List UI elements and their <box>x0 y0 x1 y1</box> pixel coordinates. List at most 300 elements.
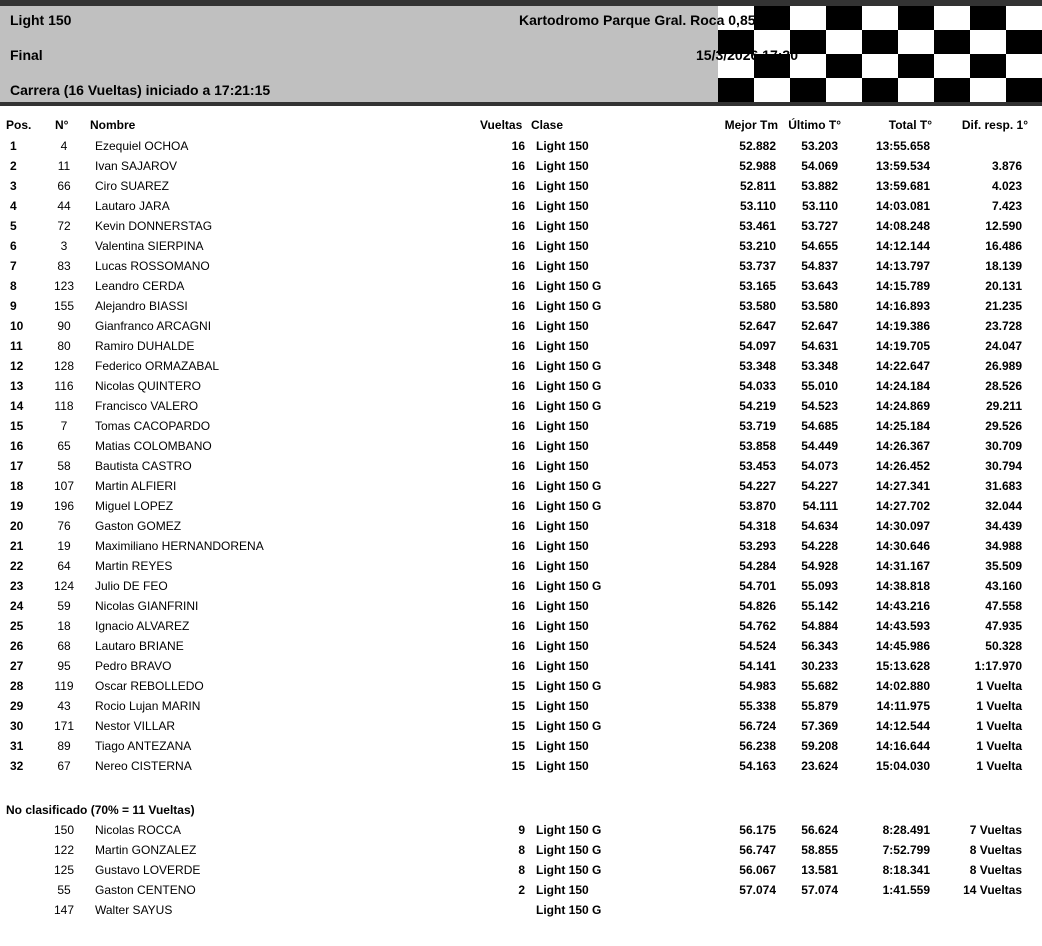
cell-best: 54.524 <box>739 639 776 653</box>
cell-best: 53.453 <box>739 459 776 473</box>
table-row <box>0 716 1042 736</box>
cell-class: Light 150 <box>536 179 589 193</box>
cell-class: Light 150 G <box>536 299 602 313</box>
cell-pos: 25 <box>10 619 24 633</box>
cell-laps: 16 <box>511 519 525 533</box>
table-row <box>0 216 1042 236</box>
cell-best: 54.163 <box>739 759 776 773</box>
cell-num: 116 <box>54 379 74 393</box>
cell-diff: 16.486 <box>985 239 1022 253</box>
cell-diff: 1 Vuelta <box>976 759 1022 773</box>
cell-pos: 3 <box>10 179 17 193</box>
cell-laps: 16 <box>511 319 525 333</box>
cell-total: 13:59.534 <box>875 159 930 173</box>
cell-pos: 9 <box>10 299 17 313</box>
cell-last: 52.647 <box>801 319 838 333</box>
cell-num: 90 <box>57 319 71 333</box>
cell-pos: 14 <box>10 399 24 413</box>
flag-square <box>718 78 754 102</box>
cell-best: 54.983 <box>739 679 776 693</box>
flag-square <box>826 78 862 102</box>
cell-last: 55.142 <box>801 599 838 613</box>
cell-best: 53.165 <box>739 279 776 293</box>
cell-best: 56.747 <box>739 843 776 857</box>
cell-name: Kevin DONNERSTAG <box>95 219 213 233</box>
flag-square <box>1006 54 1042 78</box>
cell-total: 14:22.647 <box>875 359 930 373</box>
cell-diff: 8 Vueltas <box>969 863 1022 877</box>
cell-laps: 16 <box>511 139 525 153</box>
cell-name: Tiago ANTEZANA <box>95 739 192 753</box>
table-row <box>0 840 1042 860</box>
cell-num: 196 <box>53 499 75 513</box>
cell-best: 54.701 <box>739 579 776 593</box>
cell-best: 52.882 <box>739 139 776 153</box>
table-row <box>0 396 1042 416</box>
cell-total: 14:02.880 <box>875 679 930 693</box>
cell-total: 14:24.869 <box>875 399 930 413</box>
cell-laps: 16 <box>511 379 525 393</box>
table-row <box>0 356 1042 376</box>
cell-name: Martin ALFIERI <box>95 479 177 493</box>
col-best: Mejor Tm <box>724 118 778 132</box>
flag-square <box>1006 30 1042 54</box>
table-row <box>0 296 1042 316</box>
cell-last: 54.227 <box>801 479 838 493</box>
results-header <box>0 6 1042 102</box>
cell-pos: 30 <box>10 719 24 733</box>
cell-class: Light 150 G <box>536 679 602 693</box>
cell-class: Light 150 G <box>536 379 602 393</box>
table-row <box>0 256 1042 276</box>
cell-class: Light 150 G <box>536 823 602 837</box>
cell-pos: 8 <box>10 279 17 293</box>
cell-laps: 16 <box>511 659 525 673</box>
cell-last: 55.879 <box>801 699 838 713</box>
cell-total: 8:18.341 <box>882 863 930 877</box>
cell-best: 54.284 <box>739 559 776 573</box>
cell-name: Alejandro BIASSI <box>95 299 188 313</box>
cell-last: 55.682 <box>801 679 838 693</box>
cell-last: 55.093 <box>801 579 838 593</box>
table-row <box>0 656 1042 676</box>
cell-diff: 3.876 <box>991 159 1022 173</box>
cell-pos: 17 <box>10 459 24 473</box>
flag-square <box>826 54 862 78</box>
flag-square <box>898 6 934 30</box>
cell-name: Ezequiel OCHOA <box>95 139 189 153</box>
cell-pos: 2 <box>10 159 17 173</box>
cell-class: Light 150 <box>536 699 589 713</box>
table-row <box>0 636 1042 656</box>
cell-name: Martin GONZALEZ <box>95 843 197 857</box>
flag-square <box>970 78 1006 102</box>
cell-class: Light 150 G <box>536 579 602 593</box>
cell-laps: 16 <box>511 539 525 553</box>
cell-class: Light 150 <box>536 159 589 173</box>
cell-num: 43 <box>57 699 71 713</box>
cell-pos: 10 <box>10 319 24 333</box>
flag-square <box>790 78 826 102</box>
cell-class: Light 150 G <box>536 903 602 917</box>
cell-class: Light 150 <box>536 539 589 553</box>
cell-laps: 16 <box>511 459 525 473</box>
cell-name: Nicolas QUINTERO <box>95 379 202 393</box>
cell-name: Lucas ROSSOMANO <box>95 259 210 273</box>
table-row <box>0 860 1042 880</box>
col-last: Último T° <box>788 118 841 132</box>
cell-total: 14:11.975 <box>876 699 930 713</box>
cell-class: Light 150 <box>536 439 589 453</box>
cell-pos: 31 <box>10 739 24 753</box>
cell-last: 53.348 <box>801 359 838 373</box>
cell-laps: 16 <box>511 239 525 253</box>
cell-class: Light 150 <box>536 319 589 333</box>
cell-pos: 18 <box>10 479 24 493</box>
cell-best: 53.293 <box>739 539 776 553</box>
cell-class: Light 150 <box>536 759 589 773</box>
cell-total: 14:12.144 <box>875 239 930 253</box>
cell-pos: 6 <box>10 239 17 253</box>
cell-num: 65 <box>57 439 71 453</box>
cell-num: 122 <box>53 843 75 857</box>
cell-total: 14:27.702 <box>875 499 930 513</box>
cell-class: Light 150 <box>536 419 589 433</box>
cell-last: 56.624 <box>801 823 838 837</box>
cell-num: 58 <box>57 459 71 473</box>
cell-total: 14:25.184 <box>875 419 930 433</box>
cell-laps: 15 <box>511 679 525 693</box>
cell-class: Light 150 <box>536 659 589 673</box>
table-row <box>0 676 1042 696</box>
cell-total: 14:30.097 <box>875 519 930 533</box>
cell-last: 55.010 <box>801 379 838 393</box>
cell-total: 15:13.628 <box>875 659 930 673</box>
cell-total: 15:04.030 <box>875 759 930 773</box>
track-name: Kartodromo Parque Gral. Roca 0,850 km <box>519 12 788 28</box>
cell-laps: 16 <box>511 279 525 293</box>
cell-laps: 16 <box>511 359 525 373</box>
cell-diff: 34.439 <box>985 519 1022 533</box>
cell-total: 13:59.681 <box>875 179 930 193</box>
table-row <box>0 456 1042 476</box>
cell-total: 14:43.593 <box>875 619 930 633</box>
cell-pos: 4 <box>10 199 17 213</box>
cell-last: 53.643 <box>801 279 838 293</box>
cell-name: Ramiro DUHALDE <box>95 339 195 353</box>
cell-num: 64 <box>57 559 71 573</box>
cell-best: 53.580 <box>739 299 776 313</box>
cell-laps: 16 <box>511 259 525 273</box>
cell-num: 107 <box>53 479 75 493</box>
cell-pos: 32 <box>10 759 24 773</box>
table-row <box>0 616 1042 636</box>
cell-pos: 29 <box>10 699 24 713</box>
cell-last: 57.369 <box>801 719 838 733</box>
cell-name: Nicolas ROCCA <box>95 823 182 837</box>
cell-last: 54.073 <box>801 459 838 473</box>
cell-name: Valentina SIERPINA <box>95 239 204 253</box>
cell-name: Rocio Lujan MARIN <box>95 699 201 713</box>
cell-pos: 1 <box>10 139 17 153</box>
table-row <box>0 476 1042 496</box>
cell-num: 150 <box>53 823 75 837</box>
cell-diff: 23.728 <box>985 319 1022 333</box>
table-row <box>0 736 1042 756</box>
cell-pos: 27 <box>10 659 24 673</box>
col-name: Nombre <box>90 118 136 132</box>
cell-num: 128 <box>53 359 75 373</box>
cell-pos: 15 <box>10 419 24 433</box>
cell-name: Pedro BRAVO <box>95 659 172 673</box>
cell-laps: 16 <box>511 579 525 593</box>
cell-class: Light 150 G <box>536 479 602 493</box>
table-row <box>0 436 1042 456</box>
cell-best: 55.338 <box>739 699 776 713</box>
cell-laps: 2 <box>518 883 525 897</box>
not-classified-title: No clasificado (70% = 11 Vueltas) <box>6 803 195 817</box>
cell-last: 54.837 <box>801 259 838 273</box>
cell-num: 124 <box>53 579 75 593</box>
cell-last: 53.727 <box>801 219 838 233</box>
cell-last: 54.523 <box>801 399 838 413</box>
flag-square <box>826 6 862 30</box>
cell-name: Gustavo LOVERDE <box>95 863 201 877</box>
cell-last: 56.343 <box>801 639 838 653</box>
cell-name: Maximiliano HERNANDORENA <box>95 539 264 553</box>
cell-diff: 35.509 <box>985 559 1022 573</box>
cell-diff: 28.526 <box>985 379 1022 393</box>
cell-num: 155 <box>53 299 75 313</box>
cell-pos: 22 <box>10 559 24 573</box>
table-row <box>0 596 1042 616</box>
cell-last: 30.233 <box>801 659 838 673</box>
cell-laps: 15 <box>511 699 525 713</box>
cell-name: Matias COLOMBANO <box>95 439 212 453</box>
cell-num: 83 <box>57 259 71 273</box>
cell-total: 14:16.644 <box>875 739 930 753</box>
cell-diff: 30.709 <box>985 439 1022 453</box>
cell-total: 14:03.081 <box>875 199 930 213</box>
cell-diff: 1 Vuelta <box>976 679 1022 693</box>
cell-pos: 16 <box>10 439 24 453</box>
cell-total: 7:52.799 <box>882 843 930 857</box>
cell-name: Lautaro JARA <box>95 199 170 213</box>
cell-diff: 7 Vueltas <box>969 823 1022 837</box>
cell-diff: 34.988 <box>985 539 1022 553</box>
cell-diff: 1 Vuelta <box>976 719 1022 733</box>
cell-diff: 47.935 <box>985 619 1022 633</box>
cell-class: Light 150 <box>536 519 589 533</box>
category-title: Light 150 <box>10 12 72 28</box>
cell-class: Light 150 <box>536 259 589 273</box>
cell-best: 53.210 <box>739 239 776 253</box>
cell-num: 118 <box>54 399 74 413</box>
cell-laps: 16 <box>511 479 525 493</box>
cell-class: Light 150 <box>536 883 589 897</box>
cell-class: Light 150 G <box>536 359 602 373</box>
cell-total: 14:19.386 <box>875 319 930 333</box>
cell-num: 171 <box>53 719 75 733</box>
cell-num: 67 <box>57 759 71 773</box>
cell-best: 53.737 <box>739 259 776 273</box>
cell-diff: 12.590 <box>985 219 1022 233</box>
cell-num: 76 <box>57 519 71 533</box>
flag-square <box>754 78 790 102</box>
cell-total: 14:38.818 <box>875 579 930 593</box>
cell-total: 14:45.986 <box>875 639 930 653</box>
cell-total: 14:13.797 <box>875 259 930 273</box>
table-row <box>0 516 1042 536</box>
table-row <box>0 336 1042 356</box>
cell-last: 57.074 <box>801 883 838 897</box>
cell-best: 56.238 <box>739 739 776 753</box>
cell-pos: 5 <box>10 219 17 233</box>
table-row <box>0 236 1042 256</box>
cell-class: Light 150 <box>536 339 589 353</box>
cell-pos: 23 <box>10 579 24 593</box>
table-row <box>0 176 1042 196</box>
cell-total: 14:08.248 <box>875 219 930 233</box>
cell-pos: 11 <box>10 339 23 353</box>
cell-laps: 8 <box>518 863 525 877</box>
cell-best: 54.219 <box>739 399 776 413</box>
table-row <box>0 880 1042 900</box>
cell-class: Light 150 G <box>536 863 602 877</box>
flag-square <box>1006 78 1042 102</box>
flag-square <box>898 30 934 54</box>
cell-num: 72 <box>57 219 71 233</box>
cell-num: 66 <box>57 179 71 193</box>
cell-pos: 7 <box>10 259 17 273</box>
cell-class: Light 150 <box>536 619 589 633</box>
cell-diff: 8 Vueltas <box>969 843 1022 857</box>
flag-square <box>1006 6 1042 30</box>
cell-num: 11 <box>57 159 71 173</box>
cell-num: 80 <box>57 339 71 353</box>
cell-laps: 8 <box>518 843 525 857</box>
cell-pos: 21 <box>10 539 24 553</box>
flag-square <box>790 6 826 30</box>
cell-last: 54.631 <box>801 339 838 353</box>
cell-total: 14:27.341 <box>875 479 930 493</box>
cell-name: Oscar REBOLLEDO <box>95 679 204 693</box>
table-row <box>0 156 1042 176</box>
flag-square <box>862 6 898 30</box>
cell-laps: 16 <box>511 339 525 353</box>
cell-best: 53.110 <box>739 199 776 213</box>
cell-diff: 18.139 <box>985 259 1022 273</box>
cell-best: 53.870 <box>739 499 776 513</box>
cell-class: Light 150 <box>536 239 589 253</box>
cell-best: 56.067 <box>739 863 776 877</box>
cell-laps: 16 <box>511 299 525 313</box>
cell-last: 54.449 <box>801 439 838 453</box>
cell-num: 119 <box>54 679 74 693</box>
race-info: Carrera (16 Vueltas) iniciado a 17:21:15 <box>10 82 271 98</box>
cell-name: Lautaro BRIANE <box>95 639 184 653</box>
cell-name: Julio DE FEO <box>95 579 168 593</box>
table-row <box>0 576 1042 596</box>
session-title: Final <box>10 47 43 63</box>
cell-last: 13.581 <box>801 863 838 877</box>
table-row <box>0 496 1042 516</box>
cell-last: 54.228 <box>801 539 838 553</box>
cell-total: 14:31.167 <box>875 559 930 573</box>
cell-name: Ivan SAJAROV <box>95 159 178 173</box>
flag-square <box>934 6 970 30</box>
cell-diff: 20.131 <box>985 279 1022 293</box>
cell-diff: 50.328 <box>985 639 1022 653</box>
table-row <box>0 316 1042 336</box>
table-row <box>0 416 1042 436</box>
cell-laps: 15 <box>511 759 525 773</box>
cell-best: 56.175 <box>739 823 776 837</box>
cell-laps: 16 <box>511 599 525 613</box>
table-row <box>0 556 1042 576</box>
cell-total: 14:26.367 <box>875 439 930 453</box>
col-laps: Vueltas <box>480 118 523 132</box>
cell-last: 54.111 <box>802 499 838 513</box>
cell-pos: 12 <box>10 359 24 373</box>
flag-square <box>862 54 898 78</box>
table-row <box>0 756 1042 776</box>
cell-name: Martin REYES <box>95 559 173 573</box>
cell-best: 52.988 <box>739 159 776 173</box>
cell-total: 14:19.705 <box>875 339 930 353</box>
cell-diff: 26.989 <box>985 359 1022 373</box>
cell-laps: 16 <box>511 179 525 193</box>
cell-last: 53.110 <box>801 199 838 213</box>
flag-square <box>934 78 970 102</box>
cell-laps: 16 <box>511 199 525 213</box>
cell-num: 147 <box>53 903 75 917</box>
cell-name: Gaston CENTENO <box>95 883 196 897</box>
cell-num: 4 <box>60 139 68 153</box>
cell-best: 54.826 <box>739 599 776 613</box>
cell-pos: 28 <box>10 679 24 693</box>
cell-last: 53.882 <box>801 179 838 193</box>
cell-best: 53.461 <box>739 219 776 233</box>
cell-diff: 14 Vueltas <box>963 883 1022 897</box>
cell-class: Light 150 <box>536 139 589 153</box>
table-row <box>0 900 1042 920</box>
col-pos: Pos. <box>6 118 32 132</box>
cell-best: 54.762 <box>739 619 776 633</box>
col-total: Total T° <box>888 118 932 132</box>
cell-class: Light 150 <box>536 559 589 573</box>
cell-class: Light 150 G <box>536 399 602 413</box>
cell-pos: 13 <box>10 379 24 393</box>
cell-total: 14:16.893 <box>875 299 930 313</box>
cell-best: 54.097 <box>739 339 776 353</box>
flag-square <box>934 30 970 54</box>
cell-class: Light 150 <box>536 219 589 233</box>
header-bottom-border <box>0 102 1042 106</box>
cell-num: 123 <box>53 279 75 293</box>
cell-laps: 16 <box>511 419 525 433</box>
cell-class: Light 150 <box>536 199 589 213</box>
cell-diff: 30.794 <box>985 459 1022 473</box>
cell-best: 52.647 <box>739 319 776 333</box>
flag-square <box>970 54 1006 78</box>
cell-best: 57.074 <box>739 883 776 897</box>
cell-name: Ignacio ALVAREZ <box>95 619 190 633</box>
cell-total: 14:26.452 <box>875 459 930 473</box>
cell-num: 55 <box>57 883 71 897</box>
cell-total: 14:15.789 <box>875 279 930 293</box>
cell-name: Nereo CISTERNA <box>95 759 192 773</box>
